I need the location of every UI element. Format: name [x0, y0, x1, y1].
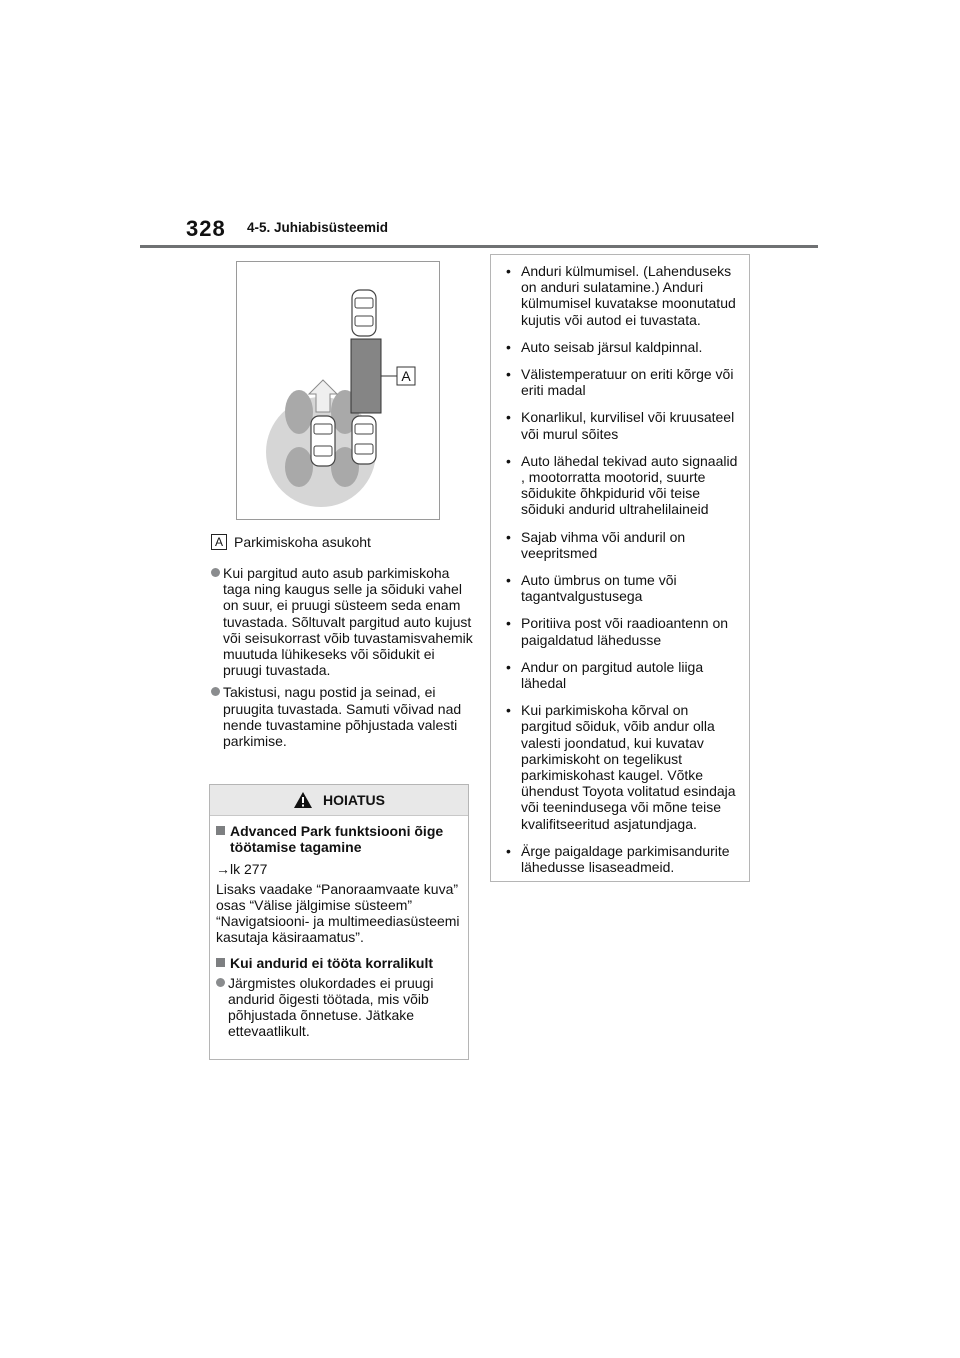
- conditions-list: [503, 263, 741, 875]
- list-item: • Konarlikul, kurvilisel või kruusateel või murul sõites: [506, 409, 735, 442]
- list-item: • Andur on pargitud autole liiga lähedal: [506, 658, 704, 692]
- sensor-wave-left-front: [285, 390, 313, 434]
- warning-text: Lisaks vaadake “Panoraamvaate kuva” osas “Välise jälgimise süsteem” “Navigatsiooni- ja multimeediasüsteemi kasutaja käsiraamatus”.: [216, 881, 460, 945]
- section-title: 4-5. Juhiabisüsteemid: [247, 220, 389, 235]
- list-item: • Kui parkimiskoha kõrval on pargitud sõiduk, võib andur olla valesti joondatud, kui kuvatav parkimiskoht on tegelikust parkimiskohast kaugel. Võtke ühendust Toyota volitatud esindaja või teenindusega või mõne teise kvalifitseeritud asjatundjaga.: [506, 702, 736, 832]
- bullet-text: Takistusi, nagu postid ja seinad, ei pruugita tuvastada. Samuti võivad nad nende tuvastamine põhjustada valesti parkimise.: [223, 684, 462, 750]
- bullet-icon: •: [506, 658, 511, 675]
- sensor-wave-left-rear: [285, 447, 313, 487]
- list-item: [216, 975, 462, 1039]
- list-item: [211, 565, 473, 678]
- parked-car-top-icon: [352, 290, 376, 336]
- parked-car-bottom-icon: [352, 416, 376, 464]
- warning-box: [209, 784, 469, 1060]
- figure-caption: [211, 534, 371, 550]
- page-number: 328: [186, 216, 226, 241]
- warning-triangle-icon: [293, 791, 313, 809]
- bullet-dot-icon: [211, 687, 220, 696]
- callout-label: A: [401, 368, 411, 384]
- warning-section-heading: Advanced Park funktsiooni õige töötamise tagamine: [216, 823, 462, 855]
- parking-diagram: [236, 261, 440, 520]
- conditions-box: [490, 254, 750, 882]
- bullet-icon: •: [506, 452, 511, 469]
- square-bullet-icon: [216, 826, 225, 835]
- bullet-icon: •: [506, 338, 511, 355]
- parking-spot-a: [351, 339, 381, 413]
- bullet-text: Kui pargitud auto asub parkimiskoha taga ning kaugus selle ja sõiduki vahel on suur, ei pruugi süsteem seda enam tuvastada. Sõltuvalt pargitud auto kujust või seisukorrast võib tuvastamisvahemik muutuda lühikeseks või sõidukit ei pruugi tuvastada.: [223, 565, 473, 679]
- square-bullet-icon: [216, 958, 225, 967]
- bullet-icon: •: [506, 702, 511, 719]
- bullet-text: Järgmistes olukordades ei pruugi andurid õigesti töötada, mis võib põhjustada õnnetuse. Jätkake ettevaatlikult.: [228, 975, 434, 1039]
- list-item: • Auto seisab järsul kaldpinnal.: [506, 338, 703, 355]
- list-item: • Auto lähedal tekivad auto signaalid , mootorratta mootorid, suurte sõidukite õhkpidurid või teise sõiduki andurid ultrahelilaineid: [506, 452, 738, 518]
- warning-header: [210, 785, 468, 816]
- bullet-dot-icon: [211, 568, 220, 577]
- page-reference: →lk 277: [216, 861, 268, 877]
- bullet-icon: •: [506, 528, 511, 545]
- bullet-dot-icon: [216, 978, 225, 987]
- bullet-icon: •: [506, 409, 511, 426]
- list-item: • Ärge paigaldage parkimisandurite lähedusse lisaseadmeid.: [506, 842, 730, 876]
- warning-body: [210, 816, 468, 1039]
- list-item: • Auto ümbrus on tume või tagantvalgustusega: [506, 572, 677, 605]
- list-item: [211, 684, 473, 749]
- list-item: • Sajab vihma või anduril on veepritsmed: [506, 528, 686, 561]
- list-item: • Poritiiva post või raadioantenn on paigaldatud lähedusse: [506, 615, 729, 648]
- list-item: • Välistemperatuur on eriti kõrge või eriti madal: [506, 366, 734, 399]
- left-bullets: [211, 565, 473, 755]
- caption-text: Parkimiskoha asukoht: [234, 534, 371, 550]
- bullet-icon: •: [506, 615, 511, 632]
- bullet-icon: •: [506, 572, 511, 589]
- caption-label-box: A: [211, 534, 227, 550]
- bullet-icon: •: [506, 263, 511, 279]
- own-vehicle-icon: [311, 416, 335, 466]
- bullet-icon: •: [506, 366, 511, 383]
- list-item: • Anduri külmumisel. (Lahenduseks on anduri sulatamine.) Anduri külmumisel kuvatakse moonutatud kujutis või autod ei tuvastata.: [506, 263, 736, 328]
- warning-title: HOIATUS: [323, 792, 385, 808]
- bullet-icon: •: [506, 842, 511, 859]
- warning-section-heading: Kui andurid ei tööta korralikult: [216, 955, 462, 971]
- header-divider: [140, 245, 818, 248]
